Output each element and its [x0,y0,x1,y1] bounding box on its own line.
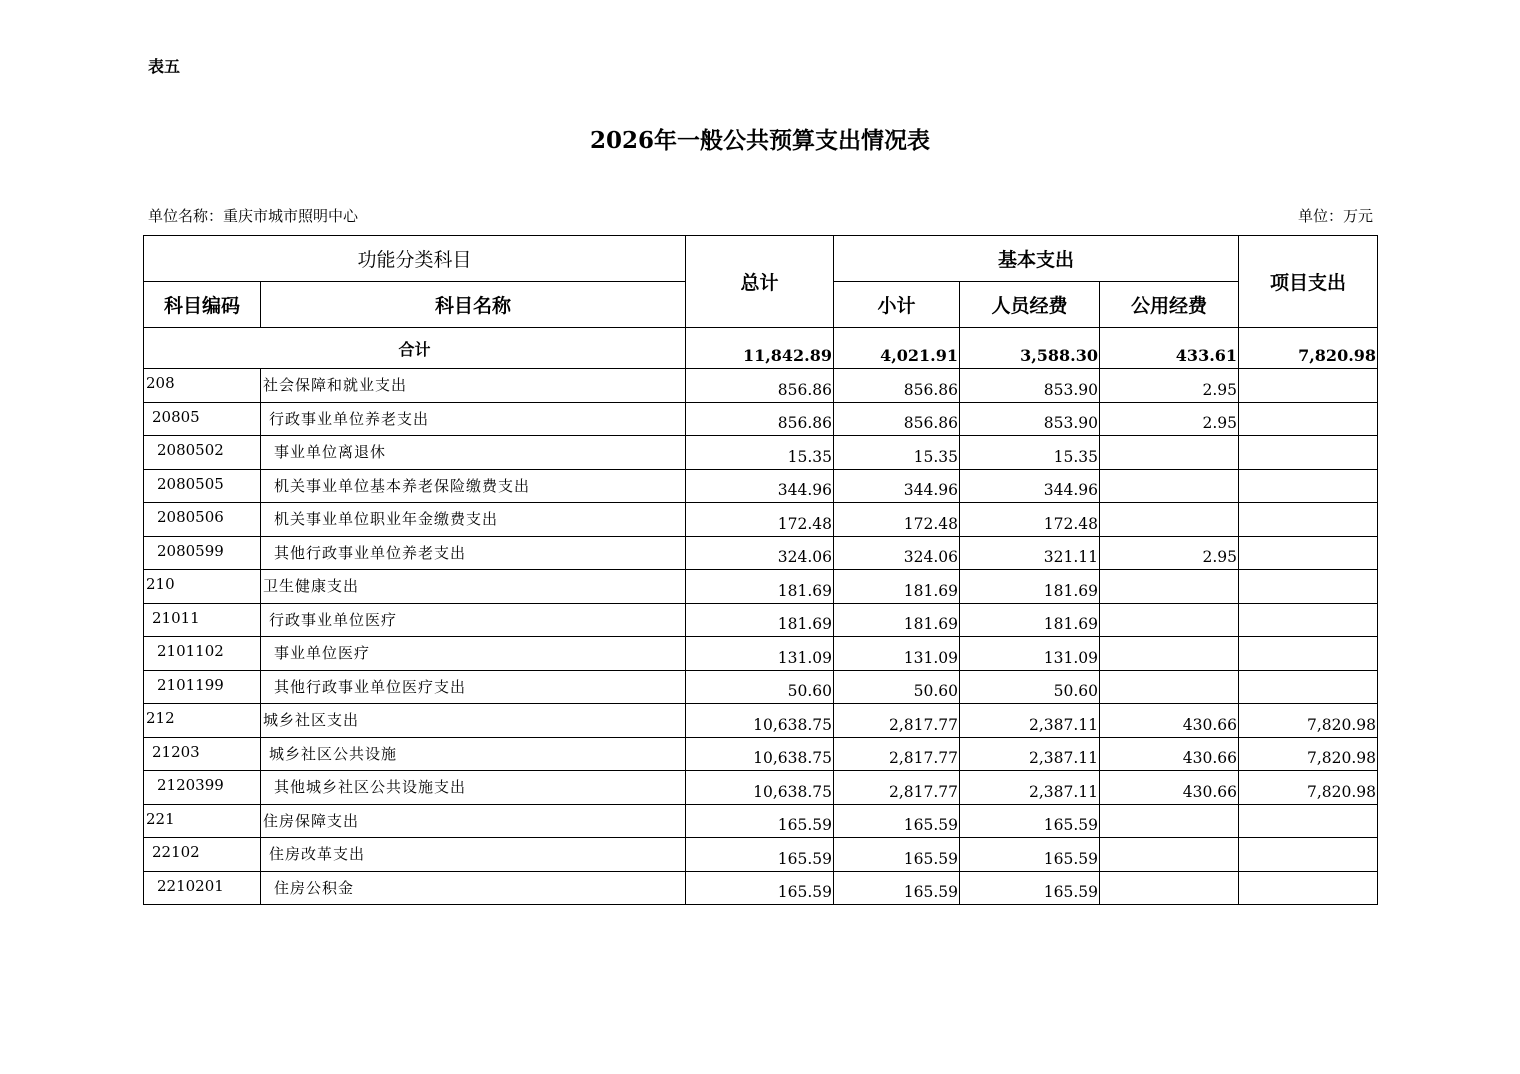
row-total: 50.60 [686,670,834,704]
row-code: 2080505 [144,469,261,503]
table-number: 表五 [148,57,181,76]
table-row [144,402,1378,436]
total-row [144,328,1378,369]
row-personnel: 2,387.11 [960,704,1100,738]
row-subtotal: 856.86 [834,402,960,436]
row-total: 172.48 [686,503,834,537]
row-project [1239,670,1378,704]
row-personnel: 2,387.11 [960,737,1100,771]
row-subtotal: 344.96 [834,469,960,503]
row-name: 城乡社区公共设施 [261,737,686,771]
header-func-class: 功能分类科目 [144,236,686,282]
row-public [1100,637,1239,671]
row-code: 2080599 [144,536,261,570]
row-total: 856.86 [686,369,834,403]
row-project [1239,503,1378,537]
header-subtotal: 小计 [834,282,960,328]
table-row [144,804,1378,838]
row-subtotal: 856.86 [834,369,960,403]
row-code: 22102 [144,838,261,872]
row-code: 2080506 [144,503,261,537]
row-project [1239,637,1378,671]
row-personnel: 321.11 [960,536,1100,570]
row-personnel: 50.60 [960,670,1100,704]
row-name: 城乡社区支出 [261,704,686,738]
row-name: 机关事业单位职业年金缴费支出 [261,503,686,537]
table-row [144,737,1378,771]
unit-label: 单位：万元 [1297,207,1373,225]
row-personnel: 181.69 [960,603,1100,637]
table-row [144,670,1378,704]
table-row [144,838,1378,872]
row-total: 10,638.75 [686,704,834,738]
row-subtotal: 165.59 [834,871,960,905]
row-project [1239,871,1378,905]
row-code: 2120399 [144,771,261,805]
header-project: 项目支出 [1239,236,1378,328]
row-code: 221 [144,804,261,838]
row-public: 430.66 [1100,737,1239,771]
row-code: 2101199 [144,670,261,704]
row-personnel: 165.59 [960,871,1100,905]
table-row [144,469,1378,503]
row-public: 2.95 [1100,369,1239,403]
row-project [1239,804,1378,838]
row-name: 机关事业单位基本养老保险缴费支出 [261,469,686,503]
row-public [1100,503,1239,537]
row-code: 2080502 [144,436,261,470]
row-name: 住房保障支出 [261,804,686,838]
row-subtotal: 172.48 [834,503,960,537]
row-total: 165.59 [686,838,834,872]
row-public [1100,804,1239,838]
row-code: 212 [144,704,261,738]
row-project [1239,536,1378,570]
header-personnel: 人员经费 [960,282,1100,328]
row-total: 181.69 [686,570,834,604]
row-total: 15.35 [686,436,834,470]
table-row [144,704,1378,738]
row-personnel: 165.59 [960,804,1100,838]
table-row [144,369,1378,403]
row-total: 324.06 [686,536,834,570]
table-row [144,603,1378,637]
row-public: 2.95 [1100,402,1239,436]
row-public [1100,670,1239,704]
table-row [144,637,1378,671]
row-public: 2.95 [1100,536,1239,570]
row-name: 卫生健康支出 [261,570,686,604]
row-project [1239,603,1378,637]
row-personnel: 853.90 [960,402,1100,436]
row-code: 2210201 [144,871,261,905]
row-name: 住房改革支出 [261,838,686,872]
total-label: 合计 [144,328,686,369]
row-name: 其他行政事业单位养老支出 [261,536,686,570]
row-name: 住房公积金 [261,871,686,905]
row-name: 其他行政事业单位医疗支出 [261,670,686,704]
row-public: 430.66 [1100,771,1239,805]
header-total: 总计 [686,236,834,328]
row-subtotal: 181.69 [834,570,960,604]
row-code: 20805 [144,402,261,436]
row-subtotal: 165.59 [834,804,960,838]
row-name: 其他城乡社区公共设施支出 [261,771,686,805]
total-project: 7,820.98 [1239,328,1378,369]
row-subtotal: 181.69 [834,603,960,637]
row-total: 856.86 [686,402,834,436]
row-project: 7,820.98 [1239,704,1378,738]
row-personnel: 181.69 [960,570,1100,604]
row-project [1239,436,1378,470]
row-personnel: 165.59 [960,838,1100,872]
header-name: 科目名称 [261,282,686,328]
row-total: 181.69 [686,603,834,637]
budget-table [143,235,1378,905]
row-code: 210 [144,570,261,604]
row-subtotal: 2,817.77 [834,704,960,738]
row-subtotal: 165.59 [834,838,960,872]
row-public [1100,603,1239,637]
row-project: 7,820.98 [1239,737,1378,771]
row-total: 131.09 [686,637,834,671]
row-public: 430.66 [1100,704,1239,738]
row-public [1100,838,1239,872]
row-project [1239,469,1378,503]
row-subtotal: 2,817.77 [834,737,960,771]
row-public [1100,436,1239,470]
row-total: 10,638.75 [686,737,834,771]
row-project [1239,570,1378,604]
row-personnel: 344.96 [960,469,1100,503]
table-row [144,503,1378,537]
unit-name-label: 单位名称：重庆市城市照明中心 [148,207,359,225]
header-code: 科目编码 [144,282,261,328]
table-row [144,436,1378,470]
row-public [1100,570,1239,604]
row-code: 208 [144,369,261,403]
row-project: 7,820.98 [1239,771,1378,805]
table-row [144,536,1378,570]
row-subtotal: 15.35 [834,436,960,470]
row-personnel: 131.09 [960,637,1100,671]
table-row [144,570,1378,604]
row-subtotal: 131.09 [834,637,960,671]
total-public: 433.61 [1100,328,1239,369]
table-row [144,771,1378,805]
row-personnel: 15.35 [960,436,1100,470]
row-total: 344.96 [686,469,834,503]
row-code: 2101102 [144,637,261,671]
row-personnel: 2,387.11 [960,771,1100,805]
row-subtotal: 324.06 [834,536,960,570]
row-public [1100,469,1239,503]
row-subtotal: 50.60 [834,670,960,704]
total-total: 11,842.89 [686,328,834,369]
table-row [144,871,1378,905]
row-total: 10,638.75 [686,771,834,805]
row-project [1239,369,1378,403]
total-personnel: 3,588.30 [960,328,1100,369]
row-public [1100,871,1239,905]
row-personnel: 853.90 [960,369,1100,403]
row-personnel: 172.48 [960,503,1100,537]
page-title: 2026年一般公共预算支出情况表 [589,127,930,154]
row-name: 事业单位医疗 [261,637,686,671]
header-public: 公用经费 [1100,282,1239,328]
row-total: 165.59 [686,804,834,838]
row-name: 行政事业单位养老支出 [261,402,686,436]
row-total: 165.59 [686,871,834,905]
row-name: 社会保障和就业支出 [261,369,686,403]
row-code: 21011 [144,603,261,637]
row-code: 21203 [144,737,261,771]
row-name: 行政事业单位医疗 [261,603,686,637]
row-subtotal: 2,817.77 [834,771,960,805]
row-project [1239,402,1378,436]
row-name: 事业单位离退休 [261,436,686,470]
total-subtotal: 4,021.91 [834,328,960,369]
row-project [1239,838,1378,872]
header-basic: 基本支出 [834,236,1239,282]
